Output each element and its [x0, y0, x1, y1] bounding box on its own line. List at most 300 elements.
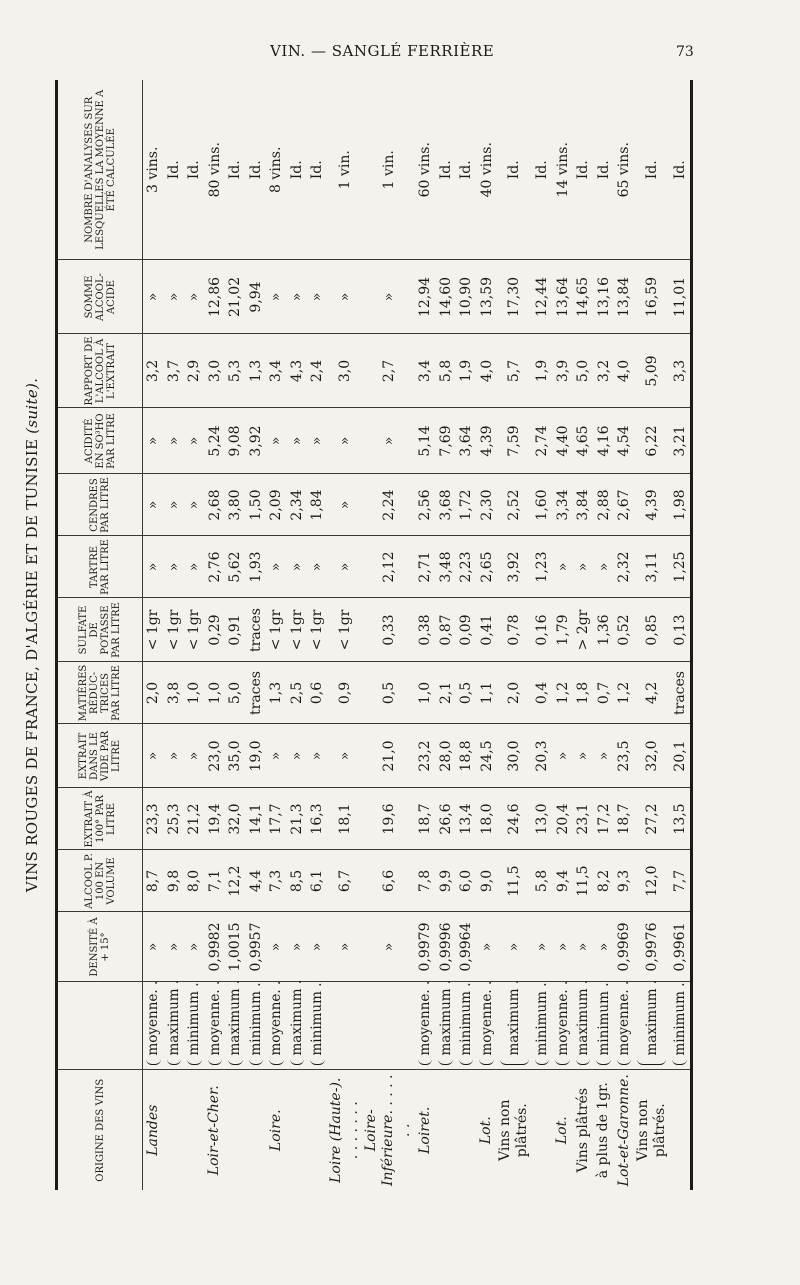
table-row	[634, 80, 669, 1190]
value-cell: 2,9	[184, 334, 205, 408]
value-cell: »	[287, 536, 308, 598]
value-cell: 3,11	[634, 536, 669, 598]
column-header: SULFATE DE POTASSE PAR LITRE	[57, 598, 143, 662]
value-cell: 7,7	[669, 850, 691, 912]
value-cell: 5,24	[205, 408, 226, 474]
origin-cell: Lot-et-Garonne.	[615, 1074, 632, 1187]
value-cell: 12,0	[634, 850, 669, 912]
value-cell: 0,9996	[435, 912, 456, 982]
value-cell: 1,0	[415, 662, 436, 724]
value-cell: »	[363, 912, 415, 982]
value-cell: »	[573, 724, 594, 788]
value-cell: 32,0	[225, 788, 246, 850]
value-cell: 19,0	[246, 724, 267, 788]
value-cell: 0,52	[614, 598, 635, 662]
column-header: TARTRE PAR LITRE	[57, 536, 143, 598]
value-cell: »	[307, 912, 328, 982]
value-cell: 2,0	[143, 662, 164, 724]
value-cell: 27,2	[634, 788, 669, 850]
value-cell: 1,2	[614, 662, 635, 724]
value-cell: 0,9961	[669, 912, 691, 982]
table-row	[266, 80, 287, 1190]
statistic-cell: moyenne. .	[415, 982, 436, 1070]
value-cell: 3,34	[552, 474, 573, 536]
value-cell: traces	[246, 662, 267, 724]
column-header: RAPPORT DE L'ALCOOL À L'EXTRAIT	[57, 334, 143, 408]
value-cell: »	[184, 260, 205, 334]
value-cell: 3,2	[593, 334, 614, 408]
value-cell: 13,4	[456, 788, 477, 850]
value-cell: 3,64	[456, 408, 477, 474]
value-cell: 1,0015	[225, 912, 246, 982]
value-cell: 11,01	[669, 260, 691, 334]
statistic-cell: minimum .	[307, 982, 328, 1070]
statistic-cell	[363, 982, 415, 1070]
value-cell: 0,9979	[415, 912, 436, 982]
value-cell: < 1gr	[164, 598, 185, 662]
value-cell: 20,4	[552, 788, 573, 850]
value-cell: »	[266, 408, 287, 474]
value-cell: < 1gr	[184, 598, 205, 662]
value-cell: traces	[669, 662, 691, 724]
value-cell: 3,84	[573, 474, 594, 536]
value-cell: 3,4	[266, 334, 287, 408]
value-cell: 2,52	[497, 474, 532, 536]
value-cell: 3,2	[143, 334, 164, 408]
value-cell: < 1gr	[287, 598, 308, 662]
value-cell: 28,0	[435, 724, 456, 788]
origin-cell: Loir-et-Cher.	[206, 1085, 223, 1176]
column-header: ALCOOL P. 100 EN VOLUME	[57, 850, 143, 912]
table-row	[573, 80, 594, 1190]
value-cell: »	[164, 536, 185, 598]
value-cell: 0,29	[205, 598, 226, 662]
value-cell: 13,5	[669, 788, 691, 850]
value-cell: »	[593, 724, 614, 788]
value-cell: 2,4	[307, 334, 328, 408]
value-cell: Id.	[287, 80, 308, 260]
table-row	[205, 80, 226, 1190]
value-cell: 13,0	[532, 788, 553, 850]
value-cell: 5,8	[435, 334, 456, 408]
value-cell: 1,23	[532, 536, 553, 598]
table-row	[669, 80, 691, 1190]
value-cell: 5,0	[573, 334, 594, 408]
value-cell: 4,65	[573, 408, 594, 474]
value-cell: Id.	[184, 80, 205, 260]
value-cell: »	[143, 408, 164, 474]
value-cell: 7,1	[205, 850, 226, 912]
value-cell: 3,68	[435, 474, 456, 536]
value-cell: »	[266, 912, 287, 982]
value-cell: 1,0	[184, 662, 205, 724]
origin-cell	[184, 1070, 205, 1190]
value-cell: 4,4	[246, 850, 267, 912]
value-cell: 1,60	[532, 474, 553, 536]
origin-cell: à plus de 1gr.	[595, 1082, 612, 1179]
value-cell: »	[143, 260, 164, 334]
value-cell: 1,9	[532, 334, 553, 408]
origin-cell: Lot.	[554, 1116, 571, 1145]
value-cell: 13,84	[614, 260, 635, 334]
value-cell: 80 vins.	[205, 80, 226, 260]
value-cell: 14 vins.	[552, 80, 573, 260]
value-cell: 23,1	[573, 788, 594, 850]
value-cell: 2,56	[415, 474, 436, 536]
origin-cell: Vins non plâtrés.	[497, 1099, 531, 1161]
value-cell: 18,7	[614, 788, 635, 850]
value-cell: »	[164, 724, 185, 788]
value-cell: 14,60	[435, 260, 456, 334]
value-cell: »	[287, 408, 308, 474]
value-cell: > 2gr	[573, 598, 594, 662]
value-cell: Id.	[164, 80, 185, 260]
origin-cell: Loire-Inférieure. . . . . . .	[363, 1074, 414, 1187]
value-cell: 30,0	[497, 724, 532, 788]
table-row	[307, 80, 328, 1190]
value-cell: 6,22	[634, 408, 669, 474]
value-cell: 3,4	[415, 334, 436, 408]
value-cell: 25,3	[164, 788, 185, 850]
value-cell: 12,2	[225, 850, 246, 912]
value-cell: 2,1	[435, 662, 456, 724]
value-cell: 0,41	[476, 598, 497, 662]
value-cell: 1,1	[476, 662, 497, 724]
value-cell: < 1gr	[307, 598, 328, 662]
value-cell: »	[287, 724, 308, 788]
value-cell: 0,87	[435, 598, 456, 662]
value-cell: 0,5	[456, 662, 477, 724]
value-cell: 3,8	[164, 662, 185, 724]
value-cell: 2,5	[287, 662, 308, 724]
value-cell: 60 vins.	[415, 80, 436, 260]
value-cell: Id.	[573, 80, 594, 260]
value-cell: 17,2	[593, 788, 614, 850]
value-cell: 23,2	[415, 724, 436, 788]
table-row	[552, 80, 573, 1190]
value-cell: 4,40	[552, 408, 573, 474]
value-cell: »	[307, 260, 328, 334]
value-cell: 2,32	[614, 536, 635, 598]
statistic-cell: maximum .	[634, 982, 669, 1070]
value-cell: 21,2	[184, 788, 205, 850]
table-row	[246, 80, 267, 1190]
value-cell: »	[164, 408, 185, 474]
value-cell: 1,93	[246, 536, 267, 598]
value-cell: 1,8	[573, 662, 594, 724]
value-cell: 3,3	[669, 334, 691, 408]
statistic-cell: maximum .	[435, 982, 456, 1070]
value-cell: 0,9964	[456, 912, 477, 982]
value-cell: 8,5	[287, 850, 308, 912]
value-cell: 2,71	[415, 536, 436, 598]
value-cell: 13,16	[593, 260, 614, 334]
value-cell: 18,7	[415, 788, 436, 850]
value-cell: »	[532, 912, 553, 982]
value-cell: 4,2	[634, 662, 669, 724]
value-cell: »	[266, 260, 287, 334]
origin-cell	[456, 1070, 477, 1190]
value-cell: 2,09	[266, 474, 287, 536]
value-cell: 4,0	[476, 334, 497, 408]
value-cell: 2,34	[287, 474, 308, 536]
value-cell: 65 vins.	[614, 80, 635, 260]
value-cell: 2,65	[476, 536, 497, 598]
value-cell: »	[287, 260, 308, 334]
value-cell: 1,3	[246, 334, 267, 408]
value-cell: 5,3	[225, 334, 246, 408]
value-cell: »	[593, 912, 614, 982]
value-cell: 2,76	[205, 536, 226, 598]
value-cell: 6,7	[328, 850, 363, 912]
value-cell: 1,72	[456, 474, 477, 536]
value-cell: 1,2	[552, 662, 573, 724]
column-header: DENSITÉ À + 15°	[57, 912, 143, 982]
value-cell: »	[573, 536, 594, 598]
value-cell: 35,0	[225, 724, 246, 788]
value-cell: 1,25	[669, 536, 691, 598]
value-cell: »	[552, 536, 573, 598]
column-header: NOMBRE D'ANALYSES SUR LESQUELLES LA MOYENNE A ÉTÉ CALCULÉE	[57, 80, 143, 260]
statistic-cell: maximum .	[287, 982, 308, 1070]
value-cell: traces	[246, 598, 267, 662]
value-cell: Id.	[497, 80, 532, 260]
value-cell: »	[328, 408, 363, 474]
value-cell: 23,0	[205, 724, 226, 788]
value-cell: »	[184, 724, 205, 788]
value-cell: 7,8	[415, 850, 436, 912]
value-cell: 0,9957	[246, 912, 267, 982]
value-cell: 7,59	[497, 408, 532, 474]
origin-cell	[669, 1070, 691, 1190]
value-cell: 17,30	[497, 260, 532, 334]
value-cell: 0,38	[415, 598, 436, 662]
value-cell: Id.	[593, 80, 614, 260]
value-cell: 2,23	[456, 536, 477, 598]
value-cell: 40 vins.	[476, 80, 497, 260]
value-cell: »	[184, 408, 205, 474]
value-cell: 5,7	[497, 334, 532, 408]
statistic-cell: minimum .	[456, 982, 477, 1070]
statistic-cell: moyenne. .	[266, 982, 287, 1070]
value-cell: 2,74	[532, 408, 553, 474]
value-cell: 8 vins.	[266, 80, 287, 260]
value-cell: 0,4	[532, 662, 553, 724]
value-cell: 3,21	[669, 408, 691, 474]
value-cell: 23,3	[143, 788, 164, 850]
value-cell: 8,2	[593, 850, 614, 912]
value-cell: 3,80	[225, 474, 246, 536]
value-cell: 3,0	[205, 334, 226, 408]
value-cell: 13,59	[476, 260, 497, 334]
origin-cell: Vins plâtrés	[574, 1087, 591, 1173]
value-cell: »	[552, 724, 573, 788]
value-cell: 1,98	[669, 474, 691, 536]
value-cell: < 1gr	[266, 598, 287, 662]
value-cell: 2,68	[205, 474, 226, 536]
value-cell: 0,91	[225, 598, 246, 662]
value-cell: 0,9982	[205, 912, 226, 982]
value-cell: 0,6	[307, 662, 328, 724]
value-cell: Id.	[456, 80, 477, 260]
table-row	[328, 80, 363, 1190]
value-cell: 20,3	[532, 724, 553, 788]
value-cell: Id.	[435, 80, 456, 260]
value-cell: 1,0	[205, 662, 226, 724]
value-cell: »	[328, 260, 363, 334]
statistic-cell: minimum .	[532, 982, 553, 1070]
column-header: SOMME ALCOOL- ACIDE	[57, 260, 143, 334]
wine-analysis-table	[55, 80, 693, 1190]
table-title-text: VINS ROUGES DE FRANCE, D'ALGÉRIE ET DE TUNISIE	[23, 438, 41, 893]
statistic-cell: maximum .	[225, 982, 246, 1070]
column-header: ORIGINE DES VINS	[57, 1070, 143, 1190]
value-cell: 18,0	[476, 788, 497, 850]
value-cell: »	[184, 912, 205, 982]
value-cell: 4,16	[593, 408, 614, 474]
value-cell: 6,0	[456, 850, 477, 912]
origin-cell	[164, 1070, 185, 1190]
value-cell: 21,3	[287, 788, 308, 850]
value-cell: 9,0	[476, 850, 497, 912]
statistic-cell: moyenne. .	[143, 982, 164, 1070]
value-cell: 5,14	[415, 408, 436, 474]
value-cell: Id.	[225, 80, 246, 260]
value-cell: 4,0	[614, 334, 635, 408]
value-cell: »	[363, 260, 415, 334]
value-cell: 9,8	[164, 850, 185, 912]
value-cell: 6,1	[307, 850, 328, 912]
value-cell: < 1gr	[143, 598, 164, 662]
statistic-cell	[328, 982, 363, 1070]
value-cell: Id.	[634, 80, 669, 260]
value-cell: 1 vin.	[328, 80, 363, 260]
statistic-cell: moyenne. .	[614, 982, 635, 1070]
value-cell: 0,9976	[634, 912, 669, 982]
statistic-cell: minimum .	[184, 982, 205, 1070]
value-cell: »	[307, 724, 328, 788]
page-number: 73	[676, 44, 694, 60]
header-row	[57, 80, 143, 1190]
table-row	[287, 80, 308, 1190]
value-cell: »	[164, 260, 185, 334]
running-title: VIN. — SANGLÉ FERRIÈRE	[270, 42, 495, 60]
origin-cell: Lot.	[478, 1116, 495, 1145]
table-row	[415, 80, 436, 1190]
value-cell: 3,0	[328, 334, 363, 408]
value-cell: 1,84	[307, 474, 328, 536]
value-cell: »	[184, 474, 205, 536]
value-cell: 12,86	[205, 260, 226, 334]
value-cell: 3 vins.	[143, 80, 164, 260]
table-row	[497, 80, 532, 1190]
value-cell: 12,44	[532, 260, 553, 334]
value-cell: »	[328, 474, 363, 536]
value-cell: 16,59	[634, 260, 669, 334]
value-cell: < 1gr	[328, 598, 363, 662]
value-cell: »	[573, 912, 594, 982]
column-header	[57, 982, 143, 1070]
value-cell: »	[328, 536, 363, 598]
value-cell: 5,0	[225, 662, 246, 724]
value-cell: 9,94	[246, 260, 267, 334]
table-row	[225, 80, 246, 1190]
column-header: MATIÈRES RÉDUC- TRICES PAR LITRE	[57, 662, 143, 724]
value-cell: 23,5	[614, 724, 635, 788]
value-cell: »	[143, 724, 164, 788]
origin-cell	[225, 1070, 246, 1190]
value-cell: »	[363, 408, 415, 474]
value-cell: 0,33	[363, 598, 415, 662]
value-cell: 10,90	[456, 260, 477, 334]
value-cell: »	[143, 474, 164, 536]
value-cell: »	[476, 912, 497, 982]
value-cell: 24,5	[476, 724, 497, 788]
column-header: CENDRES PAR LITRE	[57, 474, 143, 536]
value-cell: 9,3	[614, 850, 635, 912]
value-cell: 0,16	[532, 598, 553, 662]
statistic-cell: maximum .	[164, 982, 185, 1070]
value-cell: »	[143, 912, 164, 982]
table-body	[143, 80, 692, 1190]
value-cell: 1,36	[593, 598, 614, 662]
origin-cell: Landes	[144, 1104, 161, 1156]
value-cell: »	[143, 536, 164, 598]
table-row	[532, 80, 553, 1190]
column-header: EXTRAIT DANS LE VIDE PAR LITRE	[57, 724, 143, 788]
value-cell: 1 vin.	[363, 80, 415, 260]
table-row	[435, 80, 456, 1190]
origin-cell	[532, 1070, 553, 1190]
statistic-cell: minimum .	[669, 982, 691, 1070]
value-cell: »	[497, 912, 532, 982]
value-cell: 3,92	[497, 536, 532, 598]
value-cell: 2,24	[363, 474, 415, 536]
origin-cell	[287, 1070, 308, 1190]
value-cell: 0,9	[328, 662, 363, 724]
value-cell: 9,9	[435, 850, 456, 912]
value-cell: »	[307, 408, 328, 474]
value-cell: Id.	[246, 80, 267, 260]
value-cell: »	[593, 536, 614, 598]
statistic-cell: moyenne. .	[552, 982, 573, 1070]
value-cell: »	[266, 724, 287, 788]
table-row	[363, 80, 415, 1190]
table-row	[164, 80, 185, 1190]
value-cell: »	[184, 536, 205, 598]
value-cell: 2,30	[476, 474, 497, 536]
value-cell: 8,0	[184, 850, 205, 912]
value-cell: »	[328, 724, 363, 788]
value-cell: 24,6	[497, 788, 532, 850]
value-cell: 0,85	[634, 598, 669, 662]
value-cell: 0,5	[363, 662, 415, 724]
value-cell: 21,0	[363, 724, 415, 788]
value-cell: 4,39	[634, 474, 669, 536]
statistic-cell: maximum .	[497, 982, 532, 1070]
value-cell: 4,54	[614, 408, 635, 474]
value-cell: »	[552, 912, 573, 982]
value-cell: »	[266, 536, 287, 598]
origin-cell: Loire (Haute-). . . . . . . .	[328, 1077, 362, 1183]
origin-cell	[307, 1070, 328, 1190]
statistic-cell: minimum .	[593, 982, 614, 1070]
value-cell: 0,78	[497, 598, 532, 662]
value-cell: 18,1	[328, 788, 363, 850]
statistic-cell: moyenne. .	[205, 982, 226, 1070]
table-landscape	[23, 80, 695, 1190]
table-row	[614, 80, 635, 1190]
